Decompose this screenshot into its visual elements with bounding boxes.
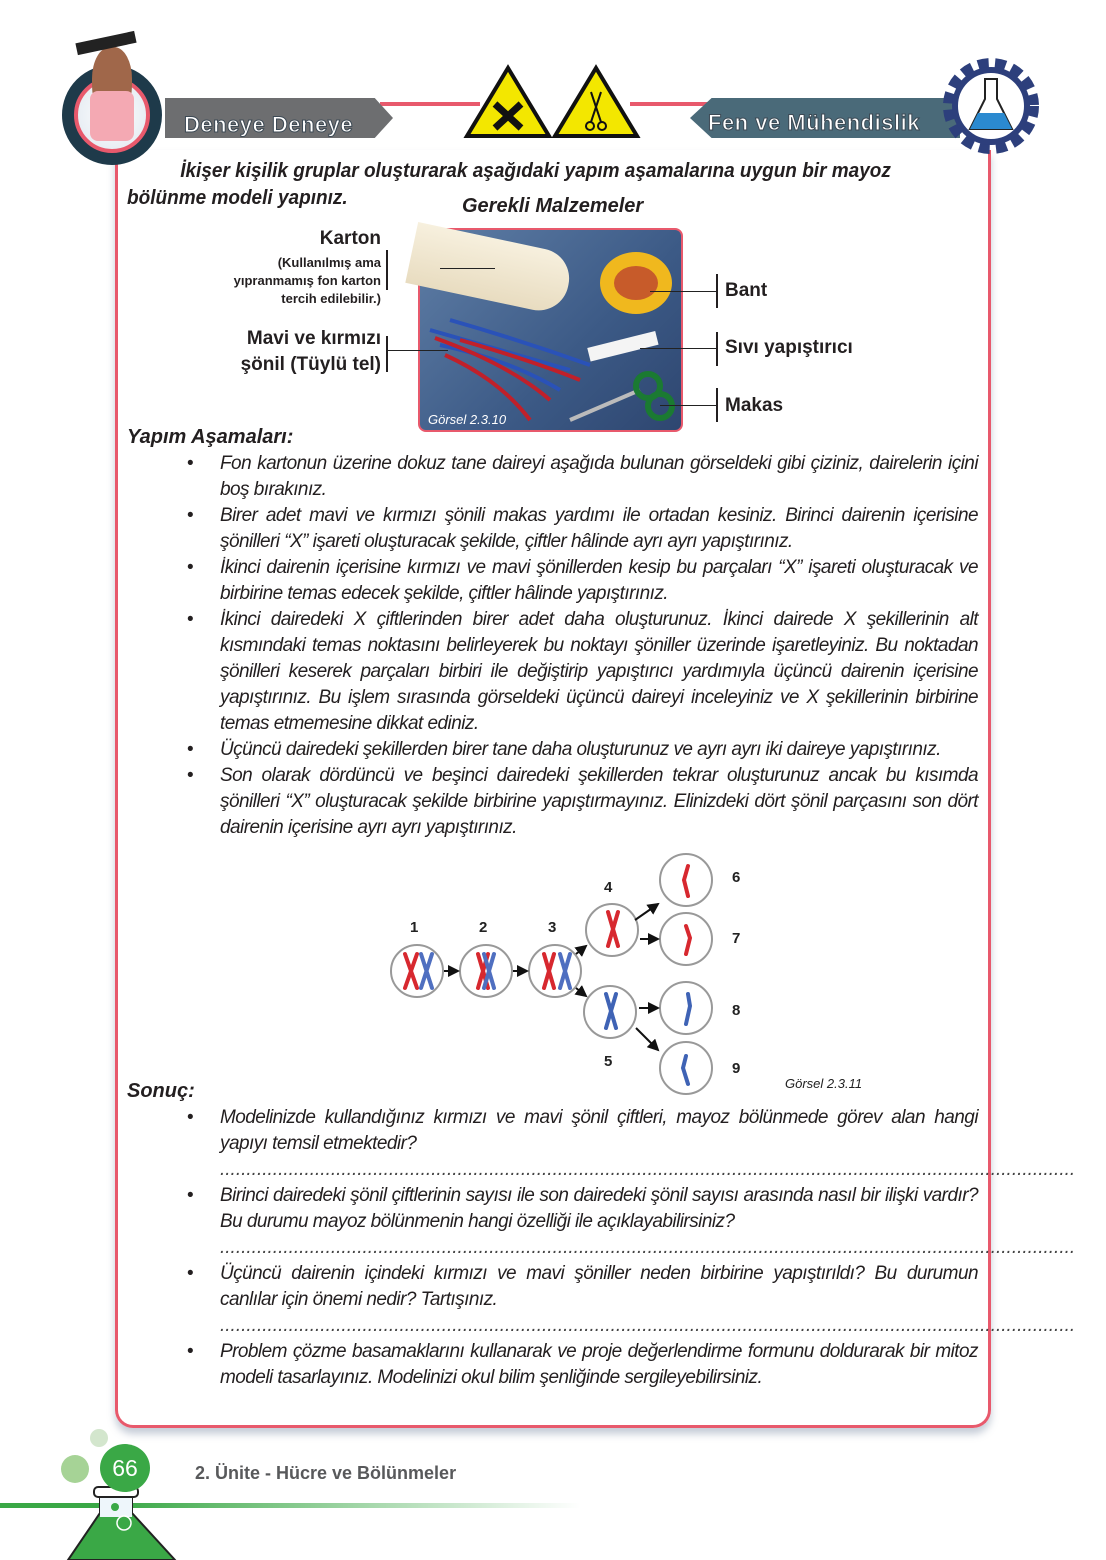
cell-label: 4 — [604, 879, 613, 896]
cell-label: 2 — [479, 919, 488, 936]
label-makas: Makas — [725, 395, 784, 416]
cell-9 — [660, 1042, 712, 1094]
deneye-deneye-label: Deneye Deneye — [184, 112, 354, 137]
cell-label: 1 — [410, 919, 419, 936]
label-sonil-2: şönil (Tüylü tel) — [240, 354, 381, 375]
photo-caption: Görsel 2.3.10 — [428, 412, 507, 427]
intro-text: İkişer kişilik gruplar oluşturarak aşağıdaki yapım aşamalarına uygun bir mayoz bölünme modeli yapınız. — [127, 160, 891, 209]
unit-title: 2. Ünite - Hücre ve Bölünmeler — [195, 1463, 457, 1483]
gear-flask-icon — [940, 55, 1042, 157]
step-item: • Birer adet mavi ve kırmızı şönili makas yardımı ile ortadan kesiniz. Birinci dairenin içerisine şönilleri “X” işareti oluşturacak şekilde, çiftler hâlinde ayrı ayrı yapıştırınız. — [190, 503, 978, 555]
question-item: • Üçüncü dairenin içindeki kırmızı ve mavi şöniller neden birbirine yapıştırıldı? Bu durumun canlılar için önemi nedir? Tartışınız. .................................................................................................................................................................. — [190, 1261, 978, 1339]
header-line — [630, 102, 710, 106]
cardboard-roll — [405, 222, 574, 316]
steps-title: Yapım Aşamaları: — [127, 426, 294, 448]
question-item: • Birinci dairedeki şönil çiftlerinin sayısı ile son dairedeki şönil sayısı arasında nasıl bir ilişki vardır? Bu durumu mayoz bölünmenin hangi özelliği ile açıklayabilirsiniz? .................................................................................................................................................................. — [190, 1183, 978, 1261]
cell-2 — [460, 945, 512, 997]
bubble — [90, 1429, 108, 1447]
page-number: 66 — [100, 1444, 150, 1492]
label-karton-note: (Kullanılmış ama yıpranmamış fon karton tercih edilebilir.) — [233, 255, 381, 306]
label-sonil-1: Mavi ve kırmızı — [246, 328, 381, 349]
step-item: • İkinci dairenin içerisine kırmızı ve mavi şönillerden kesip bu parçaları “X” işareti oluşturacak ve birbirine temas edecek şekilde, çiftler hâlinde yapıştırınız. — [190, 555, 978, 607]
warning-signs — [465, 64, 641, 138]
label-bant: Bant — [725, 280, 768, 301]
cutting-scissors-icon — [555, 68, 637, 136]
fen-muhendislik-label: Fen ve Mühendislik — [708, 110, 920, 135]
steps-list — [190, 451, 978, 841]
answer-line[interactable]: .................................................................................................................................................................. — [220, 1159, 1076, 1180]
step-item: • Son olarak dördüncü ve beşinci dairedeki şekillerden tekrar oluşturunuz ancak bu kısımda şönilleri “X” oluşturacak şekilde birbirine yapıştırmayınız. Elinizdeki dört şönil parçasını son dört dairenin içerisine ayrı ayrı yapıştırınız. — [190, 763, 978, 841]
answer-line[interactable]: .................................................................................................................................................................. — [220, 1315, 1076, 1336]
materials-photo — [418, 228, 683, 432]
question-item: • Problem çözme basamaklarını kullanarak ve proje değerlendirme formunu doldurarak bir mitoz modeli tasarlayınız. Modelinizi okul bilim şenliğinde sergileyebilirsiniz. — [190, 1339, 978, 1391]
bubble — [61, 1455, 89, 1483]
cell-label: 9 — [732, 1060, 741, 1077]
cell-label: 3 — [548, 919, 557, 936]
harmful-x-icon — [467, 68, 549, 136]
cell-label: 8 — [732, 1002, 741, 1019]
cell-label: 6 — [732, 869, 741, 886]
diagram-caption: Görsel 2.3.11 — [785, 1076, 863, 1091]
owl-emblem — [62, 65, 162, 165]
cell-label: 7 — [732, 930, 741, 947]
materials-title: Gerekli Malzemeler — [462, 195, 644, 217]
questions-list — [190, 1105, 1076, 1391]
step-item: • Üçüncü dairedeki şekillerden birer tane daha oluşturunuz ve ayrı ayrı iki daireye yapıştırınız. — [190, 737, 978, 763]
label-yapistirici: Sıvı yapıştırıcı — [725, 337, 853, 358]
answer-line[interactable]: .................................................................................................................................................................. — [220, 1237, 1076, 1258]
step-item: • Fon kartonun üzerine dokuz tane daireyi aşağıda bulunan görseldeki gibi çiziniz, dairelerin içini boş bırakınız. — [190, 451, 978, 503]
result-title: Sonuç: — [127, 1080, 195, 1102]
label-karton: Karton — [319, 228, 381, 249]
cell-8 — [660, 982, 712, 1034]
tape-roll — [600, 252, 672, 314]
meiosis-diagram — [380, 850, 880, 1100]
cell-7 — [660, 913, 712, 965]
flask-icon — [60, 1485, 190, 1560]
question-item: • Modelinizde kullandığınız kırmızı ve mavi şönil çiftleri, mayoz bölünmede görev alan hangi yapıyı temsil etmektedir? .................................................................................................................................................................. — [190, 1105, 978, 1183]
cell-label: 5 — [604, 1053, 613, 1070]
step-item: • İkinci dairedeki X çiftlerinden birer adet daha oluşturunuz. İkinci dairede X şekillerinin alt kısmındaki temas noktasını belirleyerek bu noktayı şöniller üzerinde işaretleyiniz. Bu noktadan şönilleri keserek parçaları birbiri ile değiştirip yapıştırıcı yardımıyla üçüncü dairenin içerisine yapıştırınız. Bu işlem sırasında görseldeki üçüncü daireyi inceleyiniz ve X şekillerinin birbirine temas etmemesine dikkat ediniz. — [190, 607, 978, 737]
